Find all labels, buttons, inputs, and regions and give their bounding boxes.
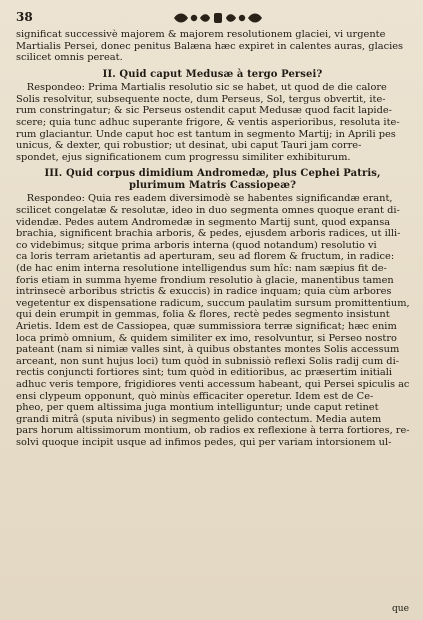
text-line: scere; quia tunc adhuc superante frigore, & ventis asperioribus, resoluta ite-: [16, 118, 400, 129]
text-line: qui dein erumpit in gemmas, folia & flores, rectè pedes segmento insistunt: [16, 310, 390, 321]
text-line: intrinsecè arboribus strictis & exuccis) in radice inquam; quia cùm arbores: [16, 287, 392, 298]
text-line: foris etiam in summa hyeme frondium resolutio à glacie, manentibus tamen: [16, 275, 394, 286]
text-line: rum constringatur; & sic Perseus ostendit caput Medusæ quod facit lapide-: [16, 106, 392, 117]
text-line: rum glaciantur. Unde caput hoc est tantum in segmento Martij; in Aprili pes: [16, 129, 396, 140]
text-line: adhuc veris tempore, frigidiores venti accessum habeant, qui Persei spiculis ac: [16, 379, 410, 390]
text-line: rectis conjuncti fortiores sint; tum quòd in editioribus, ac præsertim initiali: [16, 368, 393, 379]
text-line: ca loris terram arietantis ad aperturam, seu ad florem & fructum, in radice:: [16, 252, 395, 263]
text-line: (de hac enim interna resolutione intelligendus sum hîc: nam sæpius fit de-: [16, 264, 387, 274]
text-line: scilicet omnis pereat.: [16, 53, 123, 64]
text-line: scilicet congelatæ & resolutæ, ideo in duo segmenta omnes quoque erant di-: [16, 206, 400, 217]
text-line: ensi clypeum opponunt, quò minùs efficaciter operetur. Idem est de Ce-: [16, 391, 374, 402]
text-line: Martialis Persei, donec penitus Balæna hæc expiret in calentes auras, glacies: [16, 41, 404, 52]
text-line: Solis resolvitur, subsequente nocte, dum Perseus, Sol, tergus obvertit, ite-: [16, 94, 386, 105]
header-ornament-icon: [172, 10, 264, 26]
text-line: arceant, non sunt hujus loci) tum quòd in subnissiò reflexi Solis radij cum di-: [16, 356, 400, 367]
text-line: vegetentur ex dispensatione radicum, succum paulatim sursum promittentium,: [16, 298, 410, 309]
text-line: pateant (nam si nimiæ valles sint, à quibus obstantes montes Solis accessum: [16, 345, 400, 356]
question-3-heading-line2: plurimum Matris Cassiopeæ?: [128, 180, 297, 192]
text-line: Respondeo: Prima Martialis resolutio sic se habet, ut quod de die calore: [26, 83, 387, 94]
catchword: que: [391, 604, 409, 614]
text-line: significat successivè majorem & majorem resolutionem glaciei, vi urgente: [16, 30, 386, 40]
text-line: Arietis. Idem est de Cassiopea, quæ summissiora terræ significat; hæc enim: [16, 321, 397, 332]
question-2-answer: [16, 83, 409, 164]
page-number: 38: [16, 10, 33, 24]
question-3-heading: [16, 168, 409, 192]
text-line: pars horum altissimorum montium, ob radios ex reflexione à terra fortiores, re-: [16, 426, 410, 437]
text-line: grandi mitrâ (sputa nivibus) in segmento gelido contectum. Media autem: [16, 414, 382, 425]
page-header: [16, 8, 409, 30]
text-line: co videbimus; sitque prima arboris interna (quod notandum) resolutio vi: [16, 240, 377, 251]
text-line: unicus, & dexter, qui robustior; ut desinat, ubi caput Tauri jam corre-: [16, 141, 362, 152]
text-line: Respondeo: Quia res eadem diversimodè se habentes significandæ erant,: [26, 194, 393, 205]
question-3-answer: [16, 194, 409, 449]
text-line: pheo, per quem altissima juga montium intelliguntur; unde caput retinet: [16, 403, 379, 414]
text-line: spondet, ejus significationem cum progressu similiter exhibiturum.: [16, 152, 351, 163]
text-line: videndæ. Pedes autem Andromedæ in segmento Martij sunt, quod expansa: [16, 217, 391, 228]
text-line: loca primò omnium, & quidem similiter ex imo, resolvuntur, si Perseo nostro: [16, 333, 397, 344]
question-2-heading: II. Quid caput Medusæ à tergo Persei?: [102, 68, 323, 80]
intro-paragraph: [16, 30, 409, 65]
text-line: solvi quoque incipit usque ad infimos pedes, qui per variam intorsionem ul-: [16, 437, 392, 448]
question-3-heading-line1: III. Quid corpus dimidium Andromedæ, plus Cephei Patris,: [44, 168, 381, 180]
text-line: brachia, significent brachia arboris, & pedes, ejusdem arboris radices, ut illi-: [16, 229, 401, 240]
